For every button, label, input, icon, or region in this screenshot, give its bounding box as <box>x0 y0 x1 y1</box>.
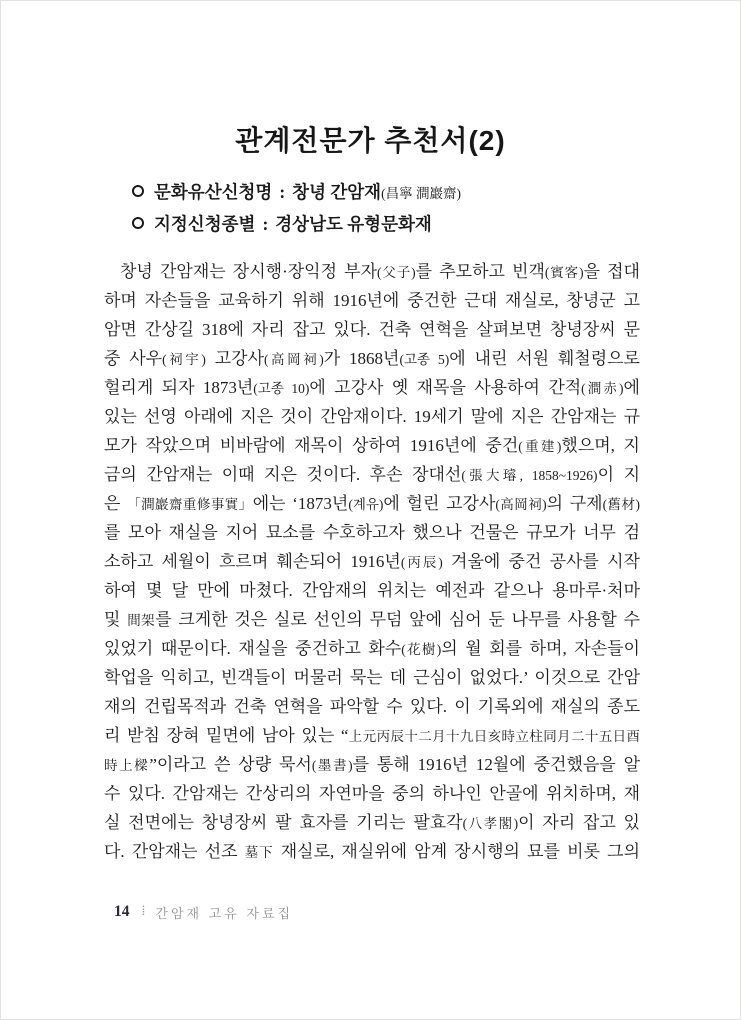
text-run: 가 1868년 <box>323 349 400 368</box>
meta-value: 창녕 간암재 <box>292 182 382 202</box>
text-run: 중 사우 <box>104 349 163 368</box>
body-line <box>104 489 640 518</box>
meta-colon: : <box>262 214 269 234</box>
text-run: 이 지 <box>597 465 640 484</box>
hanja-run: (賓客) <box>544 265 584 280</box>
body-line <box>104 663 640 692</box>
text-run: 에 고강사 옛 재목을 사용하여 간적 <box>309 378 582 397</box>
body-line <box>104 779 640 808</box>
hanja-run: (重建) <box>518 439 562 454</box>
text-run: 을 접대 <box>583 262 640 281</box>
body-paragraph <box>104 257 640 866</box>
page-number: 14 <box>114 903 130 920</box>
hanja-run: (高岡祠) <box>495 497 547 512</box>
body-line <box>104 431 640 460</box>
meta-value-hanja: (昌寧 澗巖齋) <box>381 186 461 201</box>
hanja-run: 「澗巖齋重修事實」 <box>127 497 253 512</box>
circle-outline-icon <box>132 185 144 197</box>
hanja-run: (高岡祠) <box>263 352 324 367</box>
body-line <box>104 750 640 779</box>
text-run: 에 헐린 고강사 <box>383 494 496 513</box>
body-line <box>104 808 640 837</box>
meta-item-designation-type <box>132 209 461 241</box>
page-title: 관계전문가 추천서(2) <box>235 125 506 156</box>
text-run: 실 전면에는 창녕장씨 팔 효자를 기리는 팔효각 <box>104 813 463 832</box>
text-run: 모가 작았으며 비바람에 재목이 상하여 1916년에 중건 <box>104 436 519 455</box>
body-line <box>104 286 640 315</box>
hanja-run: (張大璿, 1858~1926) <box>461 468 598 483</box>
body-line <box>104 344 640 373</box>
text-run: 재의 건립목적과 건축 연혁을 파악할 수 있다. 이 기록외에 재실의 종도 <box>104 697 640 716</box>
text-run: 를 크게한 것은 실로 선인의 무덤 앞에 심어 둔 나무를 사용할 수 <box>155 610 640 629</box>
meta-colon: : <box>279 182 286 202</box>
text-run: ”이라고 쓴 상량 묵서 <box>149 755 312 774</box>
text-run: 및 <box>104 610 128 629</box>
circle-outline-icon <box>132 217 144 229</box>
text-run: 수 있다. 간암재는 간상리의 자연마을 중의 하나인 안골에 위치하며, 재 <box>104 784 640 803</box>
text-run: 를 통해 1916년 12월에 중건했음을 알 <box>352 755 640 774</box>
body-line <box>104 373 640 402</box>
text-run: 하며 자손들을 교육하기 위해 1916년에 중건한 근대 재실로, 창녕군 고 <box>104 291 640 310</box>
text-run: 겨울에 중건 공사를 시작 <box>442 552 640 571</box>
text-run: 암면 간상길 318에 자리 잡고 있다. 건축 연혁을 살펴보면 창녕장씨 문 <box>104 320 640 339</box>
hanja-run: (舊材) <box>602 497 640 512</box>
meta-item-heritage-name <box>132 177 461 209</box>
text-run: 하여 몇 달 만에 마쳤다. 간암재의 위치는 예전과 같으나 용마루·처마 <box>104 581 640 600</box>
body-line <box>104 721 640 750</box>
text-run: 에는 ‘1873년 <box>252 494 349 513</box>
hanja-run: 上元丙辰十二月十九日亥時立柱同月二十五日酉 <box>348 729 640 744</box>
hanja-run: 時上樑 <box>104 758 150 773</box>
meta-label: 문화유산신청명 <box>154 182 273 202</box>
book-title: 간암재 고유 자료집 <box>155 905 294 921</box>
text-run: 이 자리 잡고 있 <box>518 813 640 832</box>
hanja-run: 墓下 <box>244 845 274 860</box>
body-line <box>104 518 640 547</box>
hanja-run: (계유) <box>348 497 384 512</box>
text-run: 를 추모하고 빈객 <box>415 262 545 281</box>
meta-list <box>132 177 461 241</box>
hanja-run: (墨書) <box>311 758 353 773</box>
body-line <box>104 257 640 286</box>
text-run: 에 <box>623 378 640 397</box>
body-line <box>104 837 640 866</box>
text-run: 소하고 세월이 흐르며 훼손되어 1916년 <box>104 552 401 571</box>
hanja-run: (八孝閣) <box>462 816 519 831</box>
hanja-run: (澗赤) <box>581 381 624 396</box>
text-run: 헐리게 되자 1873년 <box>104 378 254 397</box>
text-run: 학업을 익히고, 빈객들이 머물러 묵는 데 근심이 없었다.’ 이것으로 간암 <box>104 668 640 687</box>
hanja-run: 間架 <box>127 613 156 628</box>
body-line <box>104 605 640 634</box>
text-run: 은 <box>104 494 128 513</box>
text-run: 리 받침 장혀 밑면에 남아 있는 “ <box>104 726 349 745</box>
text-run: 의 월 회를 하며, 자손들이 <box>441 639 640 658</box>
body-line <box>104 315 640 344</box>
hanja-run: (고종 5) <box>399 352 450 367</box>
footer <box>114 902 293 922</box>
meta-value: 경상남도 유형문화재 <box>275 214 432 234</box>
vertical-dots-separator-icon: ⁞ <box>141 904 146 919</box>
hanja-run: (고종 10) <box>253 381 310 396</box>
hanja-run: (丙辰) <box>400 555 443 570</box>
hanja-run: (父子) <box>377 265 416 280</box>
text-run: 에 내린 서원 훼철령으로 <box>449 349 640 368</box>
text-run: 를 모아 재실을 지어 묘소를 수호하고자 했으나 건물은 규모가 너무 검 <box>104 523 640 542</box>
text-run: 의 구제 <box>546 494 603 513</box>
meta-label: 지정신청종별 <box>154 214 256 234</box>
text-run: 고강사 <box>205 349 264 368</box>
body-line <box>104 402 640 431</box>
text-run: 창녕 간암재는 장시행·장익정 부자 <box>120 262 377 281</box>
text-run: 있었기 때문이다. 재실을 중건하고 화수 <box>104 639 402 658</box>
body-line <box>104 547 640 576</box>
text-run: 재실로, 재실위에 암계 장시행의 묘를 비롯 그의 <box>273 842 640 861</box>
body-line <box>104 576 640 605</box>
text-run: 있는 선영 아래에 지은 것이 간암재이다. 19세기 말에 지은 간암재는 규 <box>104 407 640 426</box>
body-line <box>104 692 640 721</box>
body-line <box>104 634 640 663</box>
body-line <box>104 460 640 489</box>
hanja-run: (祠宇) <box>162 352 206 367</box>
text-run: 금의 간암재는 이때 지은 것이다. 후손 장대선 <box>104 465 462 484</box>
hanja-run: (花樹) <box>401 642 442 657</box>
text-run: 다. 간암재는 선조 <box>104 842 245 861</box>
text-run: 했으며, 지 <box>561 436 640 455</box>
